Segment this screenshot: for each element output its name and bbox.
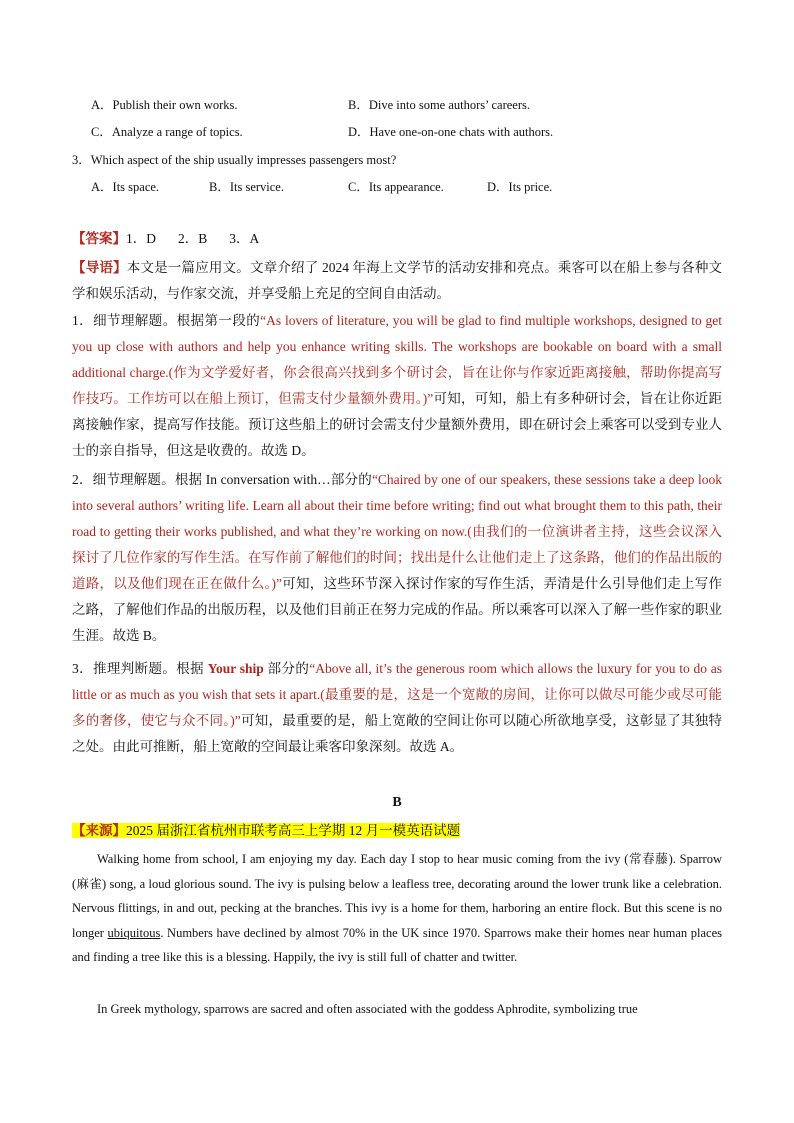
exp3-mid: 部分的 — [263, 661, 310, 676]
underlined-word: ubiquitous — [107, 925, 161, 940]
exp1-rest: 可知，可知，船上有多种研讨会，旨在让你近距离接触作家，提高写作技能。预订这些船上的研讨会需支付少量额外费用，即在研讨会上乘客可以受到专业人士的亲自指导，但这是收费的。故选 D。 — [72, 391, 722, 458]
q3-option-a: A．Its space. — [91, 180, 160, 194]
story-p1-after: . Numbers have declined by almost 70% in the UK since 1970. Sparrows make their homes near human places and finding a tree like this is a blessing. Happily, the ivy is still full of chatter and twitter. — [72, 925, 723, 964]
q2-option-a: A．Publish their own works. — [91, 98, 238, 112]
exp3-lead: 3．推理判断题。根据 — [72, 661, 208, 676]
answer-tag: 【答案】 — [72, 231, 126, 246]
exp2-lead: 2．细节理解题。根据 In conversation with…部分的 — [72, 472, 372, 487]
explanation-3 — [72, 656, 722, 760]
story-paragraph-2: In Greek mythology, sparrows are sacred and often associated with the goddess Aphrodite, symbolizing true — [97, 1002, 638, 1016]
exp1-lead: 1．细节理解题。根据第一段的 — [72, 313, 261, 328]
answer-line — [72, 229, 281, 249]
q2-option-c: C．Analyze a range of topics. — [91, 125, 243, 139]
q3-option-c: C．Its appearance. — [348, 180, 444, 194]
exp3-quote: “Above all, it’s the generous room which allows the luxury for you to do as little or as much as you wish that sets it apart.(最重要的是，这是一个宽敞的房间，让你可以做尽可能少或尽可能多的奢侈，使它与众不同。)” — [72, 661, 723, 728]
answer-2: 2．B — [178, 231, 208, 246]
explanation-2 — [72, 467, 722, 649]
guide-text: 本文是一篇应用文。文章介绍了 2024 年海上文学节的活动安排和亮点。乘客可以在船上参与各种文学和娱乐活动，与作家交流，并享受船上充足的空间自由活动。 — [72, 260, 723, 301]
section-heading: B — [392, 795, 402, 810]
exp3-rest: 可知，最重要的是，船上宽敞的空间让你可以随心所欲地享受，这彰显了其独特之处。由此可推断，船上宽敞的空间最让乘客印象深刻。故选 A。 — [72, 713, 722, 754]
source-line — [72, 821, 460, 841]
exp2-rest: 可知，这些环节深入探讨作家的写作生活，弄清是什么引导他们走上写作之路，了解他们作品的出版历程，以及他们目前正在努力完成的作品。所以乘客可以深入了解一些作家的职业生涯。故选 B。 — [72, 576, 722, 643]
exp2-quote: “Chaired by one of our speakers, these sessions take a deep look into several authors’ writing life. Learn all about their time before writing; find out what brought them to this path, their road to getting their works published, and what they’re working on now.(由我们的一位演讲者主持，这些会议深入探讨了几位作家的写作生活。在写作前了解他们的时间；找出是什么让他们走上了这条路，他们的作品出版的道路，以及他们现在正在做什么。)” — [72, 472, 722, 591]
q2-option-b: B．Dive into some authors’ careers. — [348, 98, 531, 112]
q3-option-d: D．Its price. — [487, 180, 553, 194]
explanation-1 — [72, 308, 722, 464]
source-tag: 【来源】 — [72, 823, 126, 838]
guide-paragraph — [72, 255, 722, 307]
q3-option-b: B．Its service. — [209, 180, 284, 194]
exp1-quote: “As lovers of literature, you will be glad to find multiple workshops, designed to get you up close with authors and help you enhance writing skills. The workshops are bookable on board with a small additional charge.(作为文学爱好者，你会很高兴找到多个研讨会，旨在让你与作家近距离接触，帮助你提高写作技巧。工作坊可以在船上预订，但需支付少量额外费用。)” — [72, 313, 723, 406]
story-paragraph-1 — [72, 847, 722, 970]
q2-option-d: D．Have one-on-one chats with authors. — [348, 125, 554, 139]
guide-tag: 【导语】 — [72, 260, 127, 275]
exp3-section: Your ship — [207, 661, 264, 676]
answer-1: 1．D — [126, 231, 156, 246]
answer-3: 3．A — [229, 231, 260, 246]
q3-stem: 3．Which aspect of the ship usually impresses passengers most? — [72, 153, 397, 167]
source-text: 2025 届浙江省杭州市联考高三上学期 12 月一模英语试题 — [126, 823, 461, 838]
story-p1-before: Walking home from school, I am enjoying my day. Each day I stop to hear music coming from the ivy (常春藤). Sparrow (麻雀) song, a loud glorious sound. The ivy is pulsing below a leafless tree, decorating around the lower trunk like a celebration. Nervous flittings, in and out, pecking at the branches. This ivy is a home for them, harboring an entire flock. But this scene is no longer — [72, 852, 722, 940]
